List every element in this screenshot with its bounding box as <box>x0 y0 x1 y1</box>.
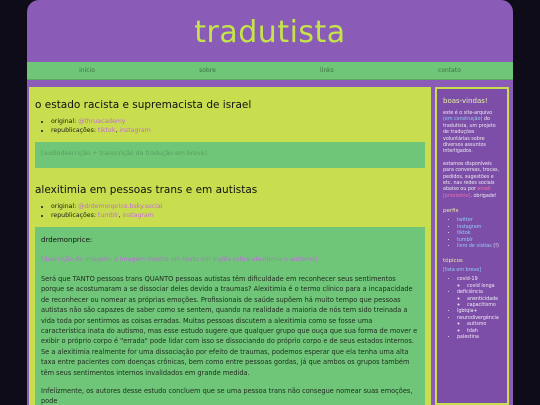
site-frame <box>27 0 513 405</box>
topic-label[interactable]: lgbtqia+ <box>457 309 478 315</box>
repub-link-tiktok[interactable]: tiktok <box>97 127 116 134</box>
contact-text-2: . obrigade! <box>470 193 497 199</box>
topics-list <box>457 277 501 341</box>
sidebar-contact <box>443 162 501 200</box>
post-author: drdemonprice: <box>41 236 93 244</box>
topic-item <box>457 335 501 341</box>
profiles-heading: perfis <box>443 208 459 215</box>
topic-item <box>457 277 501 290</box>
repub-line: • republicações: tiktok, instagram <box>51 126 425 135</box>
post-title[interactable]: alexitimia em pessoas trans e em autistas <box>35 184 258 196</box>
site-title[interactable]: tradutista <box>194 14 346 50</box>
repub-label: republicações: <box>51 212 96 219</box>
repub-link-tumblr[interactable]: tumblr <box>97 212 119 219</box>
profile-link-tiktok[interactable]: tiktok <box>457 231 471 237</box>
nav-item-contato[interactable]: contato <box>438 67 461 74</box>
nav-item-sobre[interactable]: sobre <box>199 67 216 74</box>
profile-item <box>457 244 501 250</box>
original-label: original: <box>51 118 77 125</box>
transcription-note: [audiodescrição + transcrição da tradução em breve] <box>41 150 207 157</box>
post-paragraph: Infelizmente, os autores desse estudo concluem que se uma pessoa trans não consegue nomear suas emoções, pode <box>41 387 413 405</box>
topic-item <box>457 290 501 309</box>
topics-list-link[interactable]: [lista em breve] <box>443 268 482 274</box>
profile-link-twitter[interactable]: twitter <box>457 218 473 224</box>
navbar <box>27 62 513 80</box>
guestbook-suffix: (!) <box>493 243 499 249</box>
nav-item-inicio[interactable]: início <box>79 67 95 74</box>
profile-link-instagram[interactable]: instagram <box>457 224 482 230</box>
post-meta <box>51 202 425 220</box>
topic-item <box>457 316 501 335</box>
intro-text-2: do tradutista, um projeto de traduções voluntárias sobre diversos assuntos interligados. <box>443 117 496 155</box>
sidebar-welcome-heading: boas-vindas! <box>443 97 488 105</box>
post-meta <box>51 117 425 135</box>
profile-link-tumblr[interactable]: tumblr <box>457 237 473 243</box>
original-label: original: <box>51 203 77 210</box>
repub-label: republicações: <box>51 127 96 134</box>
repub-line: • republicações: tumblr, instagram <box>51 211 425 220</box>
subtopic-label[interactable]: covid longa <box>467 283 495 289</box>
original-line <box>51 117 425 126</box>
post-paragraph: Será que TANTO pessoas trans QUANTO pessoas autistas têm dificuldade em reconhecer seus sentimentos porque se acostumaram a se dissociar deles devido a traumas? Alexitimia é o termo clínico para a incapacidade de reconhecer ou nomear as próprias emoções. Profissionais de saúde supõem há muito tempo que pessoas autistas não são capazes de saber como se sentem, quando na realidade a maioria de nós tem sido treinada a vida toda por sentirmos as coisas erradas. Muitas pessoas discutem a alexitimia como se fosse uma característica inata do autismo, mas esse estudo sugere que qualquer grupo que ouça que sua forma de mover e exibir o próprio corpo é "errada" pode lidar com isso se dissociando do próprio corpo e de seus estados internos. Se a alexitimia realmente for uma dissociação por efeito de traumas, podemos esperar que ela tenha uma alta taxa entre pacientes com doenças crônicas, bem como entre pessoas gordas, já que ambos os grupos também têm seus sentimentos internos invalidados em grande medida. <box>41 275 418 377</box>
original-link[interactable]: @thruacademy <box>78 118 126 125</box>
subtopic-label[interactable]: capacitismo <box>467 302 496 308</box>
topic-label[interactable]: palestina <box>457 334 479 340</box>
profiles-list <box>457 218 501 250</box>
site-header <box>27 0 513 62</box>
repub-link-instagram[interactable]: instagram <box>119 127 151 134</box>
post-title[interactable]: o estado racista e supremacista de israel <box>35 99 252 111</box>
topic-label[interactable]: neurodivergência <box>457 315 499 321</box>
topic-label[interactable]: covid-19 <box>457 277 478 283</box>
topic-label[interactable]: deficiência <box>457 290 483 296</box>
subtopic-label[interactable]: anenticidade <box>467 296 499 302</box>
image-description: [descrição da imagem: a imagem mostra um texto em inglês sobre alexitimia e autismo] <box>41 256 318 263</box>
post-body-box <box>35 227 425 405</box>
guestbook-link[interactable]: livro de visitas <box>457 243 492 249</box>
contact-text: estamos disponíveis para conversas, trocas, pedidos, sugestões e etc. nas redes sociais abaixo ou por <box>443 161 500 193</box>
email-link[interactable]: email <box>477 187 491 193</box>
intro-text: este é o site-arquivo <box>443 111 493 116</box>
original-line <box>51 202 425 211</box>
sidebar <box>435 87 509 405</box>
provisional-link[interactable]: [provisório] <box>443 193 471 199</box>
subtopic-label[interactable]: tdah <box>467 328 478 334</box>
repub-link-instagram[interactable]: instagram <box>122 212 154 219</box>
topics-heading: tópicos <box>443 258 463 265</box>
main-content <box>29 87 431 405</box>
original-link[interactable]: @drdemonprice.bsky.social <box>78 203 163 210</box>
sidebar-intro <box>443 111 501 156</box>
transcription-note-box <box>35 142 425 168</box>
nav-item-links[interactable]: links <box>320 67 334 74</box>
intro-link[interactable]: (em construção) <box>443 117 483 123</box>
subtopic-label[interactable]: autismo <box>467 322 487 328</box>
